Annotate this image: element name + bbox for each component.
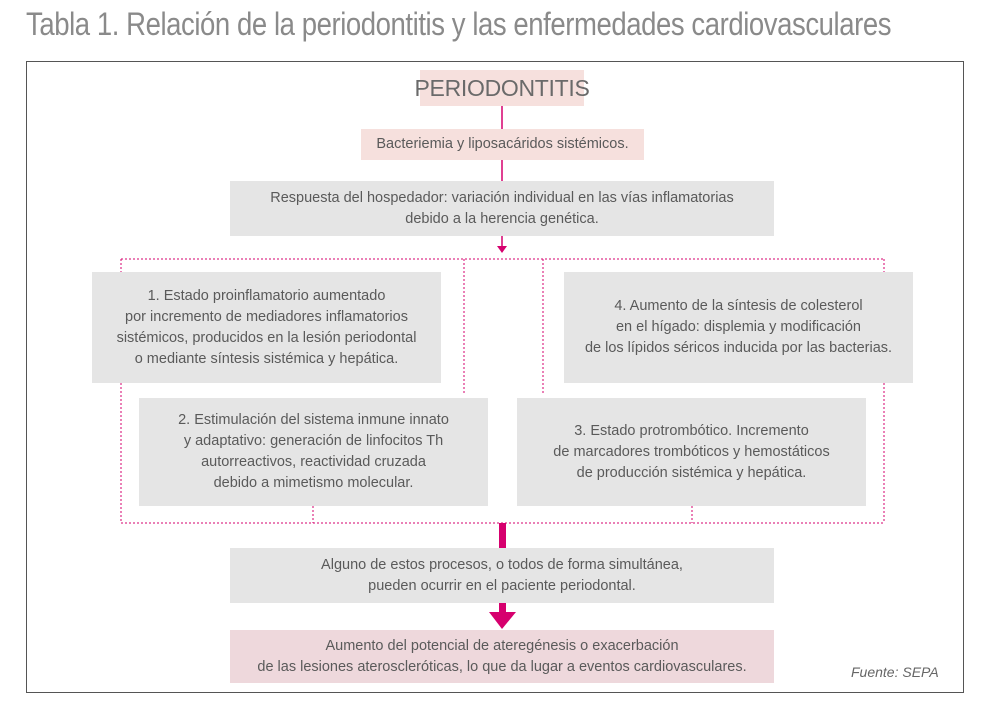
arrow-head-small (497, 246, 507, 253)
node-bacteriemia: Bacteriemia y liposacáridos sistémicos. (361, 129, 644, 160)
node-estado-1: 1. Estado proinflamatorio aumentado por incremento de mediadores inflamatorios sistémicos, producidos en la lesión periodontal o mediante síntesis sistémica y hepática. (92, 272, 441, 383)
source-note: Fuente: SEPA (851, 664, 939, 680)
big-arrow-shaft (499, 603, 506, 612)
node-respuesta: Respuesta del hospedador: variación individual en las vías inflamatorias debido a la herencia genética. (230, 181, 774, 236)
node-estado-4: 4. Aumento de la síntesis de colesterol en el hígado: displemia y modificación de los lípidos séricos inducida por las bacterias. (564, 272, 913, 383)
node-procesos: Alguno de estos procesos, o todos de forma simultánea, pueden ocurrir en el paciente periodontal. (230, 548, 774, 603)
node-periodontitis: PERIODONTITIS (420, 70, 584, 106)
big-arrow-head (489, 612, 516, 629)
node-aumento: Aumento del potencial de ateregénesis o exacerbación de las lesiones ateroscleróticas, lo que da lugar a eventos cardiovasculares. (230, 630, 774, 683)
connector-thick (499, 523, 506, 548)
page-title: Tabla 1. Relación de la periodontitis y las enfermedades cardiovasculares (26, 6, 892, 42)
node-estado-3: 3. Estado protrombótico. Incremento de marcadores trombóticos y hemostáticos de producción sistémica y hepática. (517, 398, 866, 506)
node-estado-2: 2. Estimulación del sistema inmune innato y adaptativo: generación de linfocitos Th autorreactivos, reactividad cruzada debido a mimetismo molecular. (139, 398, 488, 506)
